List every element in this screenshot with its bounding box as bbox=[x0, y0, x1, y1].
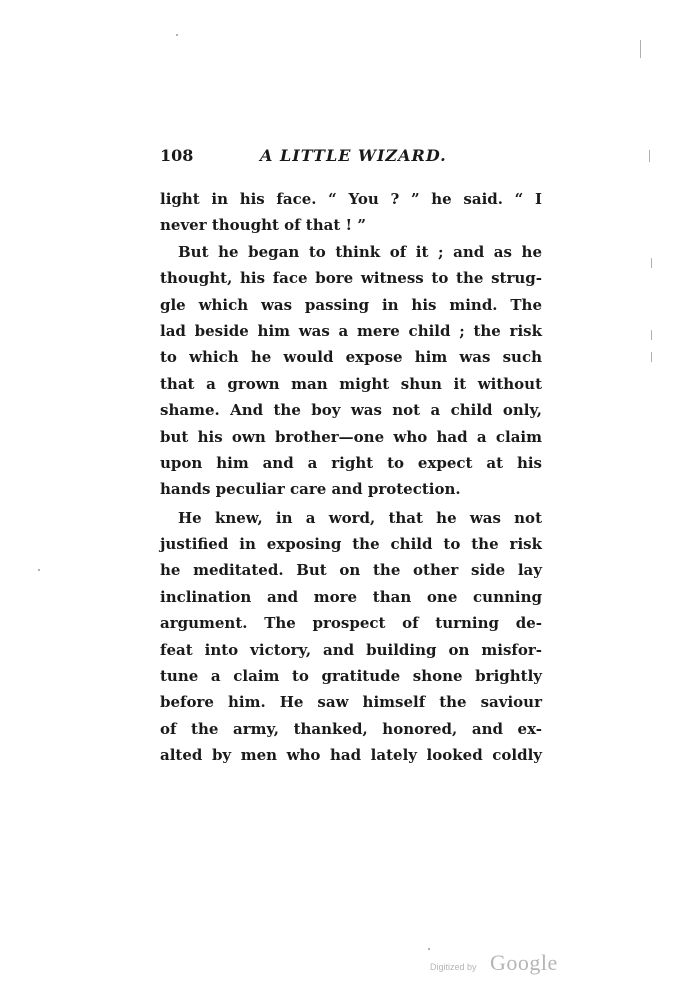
digitized-by-label: Digitized by bbox=[430, 962, 477, 972]
text-line: thought, his face bore witness to the strug- bbox=[160, 269, 542, 288]
paragraph bbox=[160, 505, 542, 769]
text-line: But he began to think of it ; and as he bbox=[178, 242, 542, 261]
text-line: light in his face. “ You ? ” he said. “ I bbox=[160, 190, 542, 208]
text-line: feat into victory, and building on misfor- bbox=[160, 640, 542, 659]
google-logo: Google bbox=[490, 950, 558, 975]
text-line: to which he would expose him was such bbox=[160, 348, 542, 367]
scan-edge-mark bbox=[651, 352, 652, 362]
text-line: he meditated. But on the other side lay bbox=[160, 561, 542, 580]
scan-edge-mark bbox=[651, 330, 652, 340]
text-line: hands peculiar care and protection. bbox=[160, 480, 461, 499]
text-line: before him. He saw himself the saviour bbox=[160, 693, 542, 712]
body-text bbox=[160, 186, 542, 769]
scan-edge-mark bbox=[651, 258, 652, 268]
text-line: lad beside him was a mere child ; the risk bbox=[160, 321, 542, 340]
running-title: A LITTLE WIZARD. bbox=[260, 146, 447, 165]
paragraph bbox=[160, 186, 542, 239]
text-line: never thought of that ! ” bbox=[160, 216, 366, 235]
page-number: 108 bbox=[160, 146, 194, 165]
text-line: but his own brother—one who had a claim bbox=[160, 427, 542, 446]
scan-speck bbox=[176, 34, 178, 36]
text-line: argument. The prospect of turning de- bbox=[160, 614, 542, 633]
text-line: shame. And the boy was not a child only, bbox=[160, 401, 542, 420]
scan-speck bbox=[38, 569, 40, 571]
text-line: tune a claim to gratitude shone brightly bbox=[160, 667, 542, 686]
text-line: of the army, thanked, honored, and ex- bbox=[160, 719, 542, 738]
text-line: upon him and a right to expect at his bbox=[160, 453, 542, 472]
google-watermark bbox=[430, 950, 580, 980]
text-line: He knew, in a word, that he was not bbox=[178, 508, 542, 527]
scan-edge-mark bbox=[640, 40, 641, 58]
text-line: that a grown man might shun it without bbox=[160, 374, 542, 393]
page-header bbox=[160, 146, 542, 170]
text-line: justified in exposing the child to the risk bbox=[160, 535, 542, 554]
scan-edge-mark bbox=[649, 150, 650, 162]
paragraph bbox=[160, 239, 542, 503]
text-line: alted by men who had lately looked coldly bbox=[160, 746, 542, 765]
text-line: gle which was passing in his mind. The bbox=[160, 295, 542, 314]
text-line: inclination and more than one cunning bbox=[160, 587, 542, 606]
